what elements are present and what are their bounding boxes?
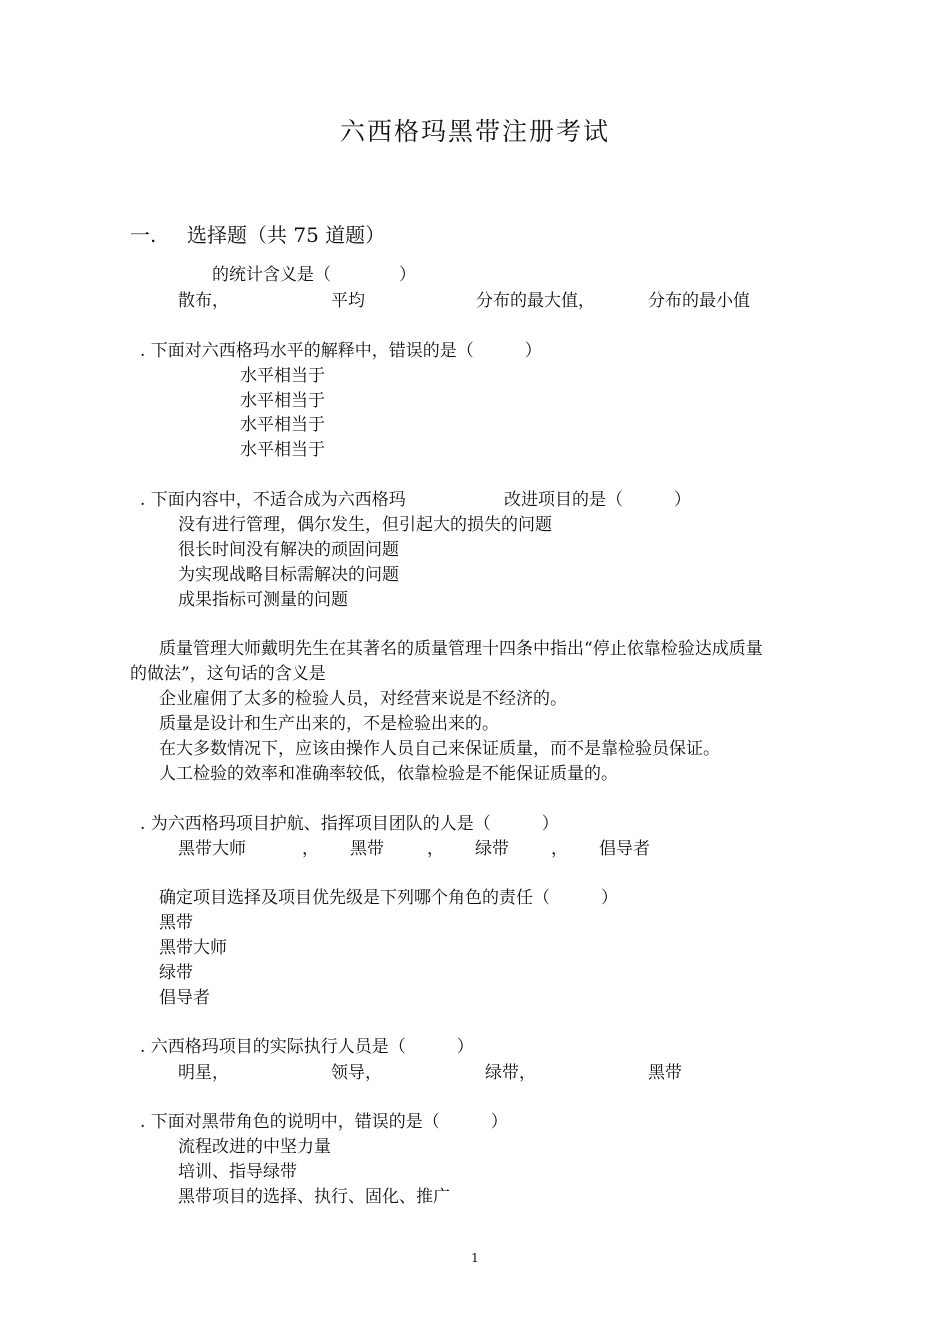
q4-option-d: 人工检验的效率和准确率较低，依靠检验是不能保证质量的。 (159, 764, 618, 784)
q2-stem: . 下面对六西格玛水平的解释中，错误的是（ ） (140, 341, 542, 361)
q6-option-b: 黑带大师 (159, 938, 227, 958)
q4-option-c: 在大多数情况下，应该由操作人员自己来保证质量，而不是靠检验员保证。 (159, 739, 720, 759)
q7-stem: . 六西格玛项目的实际执行人员是（ ） (140, 1037, 474, 1057)
q8-stem: . 下面对黑带角色的说明中，错误的是（ ） (140, 1112, 508, 1132)
q5-separator-1: ， (302, 839, 319, 859)
q1-stem: 的统计含义是（ ） (212, 265, 416, 285)
q7-option-d: 黑带 (648, 1063, 682, 1083)
q3-option-c: 为实现战略目标需解决的问题 (178, 565, 399, 585)
q5-option-c: 绿带 (475, 839, 509, 859)
section-heading: 选择题（共 75 道题） (187, 223, 386, 247)
page-title: 六西格玛黑带注册考试 (339, 117, 610, 146)
q4-option-b: 质量是设计和生产出来的，不是检验出来的。 (159, 714, 499, 734)
q7-option-c: 绿带， (485, 1063, 536, 1083)
q1-option-a: 散布， (178, 291, 229, 311)
page-number: 1 (471, 1251, 479, 1265)
q4-stem-line1: 质量管理大师戴明先生在其著名的质量管理十四条中指出“停止依靠检验达成质量 (159, 639, 763, 659)
q6-option-d: 倡导者 (159, 988, 210, 1008)
q2-option-c: 水平相当于 (240, 415, 325, 435)
q8-option-c: 黑带项目的选择、执行、固化、推广 (178, 1187, 450, 1207)
q5-option-d: 倡导者 (599, 839, 650, 859)
q5-separator-2: ， (427, 839, 444, 859)
q3-stem-part2: 改进项目的是（ ） (504, 490, 691, 510)
q6-option-a: 黑带 (159, 913, 193, 933)
q6-option-c: 绿带 (159, 963, 193, 983)
q1-option-b: 平均 (331, 291, 365, 311)
q5-separator-3: ， (551, 839, 568, 859)
q8-option-a: 流程改进的中坚力量 (178, 1137, 331, 1157)
q3-option-a: 没有进行管理，偶尔发生，但引起大的损失的问题 (178, 515, 552, 535)
q6-stem: 确定项目选择及项目优先级是下列哪个角色的责任（ ） (159, 888, 618, 908)
q7-option-b: 领导， (331, 1063, 382, 1083)
q5-option-b: 黑带 (350, 839, 384, 859)
q5-stem: . 为六西格玛项目护航、指挥项目团队的人是（ ） (140, 814, 559, 834)
q3-option-b: 很长时间没有解决的顽固问题 (178, 540, 399, 560)
q1-option-d: 分布的最小值 (648, 291, 750, 311)
q5-option-a: 黑带大师 (178, 839, 246, 859)
q3-option-d: 成果指标可测量的问题 (178, 590, 348, 610)
q8-option-b: 培训、指导绿带 (178, 1162, 297, 1182)
q4-option-a: 企业雇佣了太多的检验人员，对经营来说是不经济的。 (159, 689, 567, 709)
q1-option-c: 分布的最大值， (476, 291, 595, 311)
q2-option-a: 水平相当于 (240, 366, 325, 386)
q3-stem-part1: . 下面内容中，不适合成为六西格玛 (140, 490, 406, 510)
section-number: 一. (130, 223, 157, 247)
q2-option-d: 水平相当于 (240, 440, 325, 460)
q4-stem-line2: 的做法”，这句话的含义是 (130, 664, 326, 684)
q2-option-b: 水平相当于 (240, 391, 325, 411)
q7-option-a: 明星， (178, 1063, 229, 1083)
